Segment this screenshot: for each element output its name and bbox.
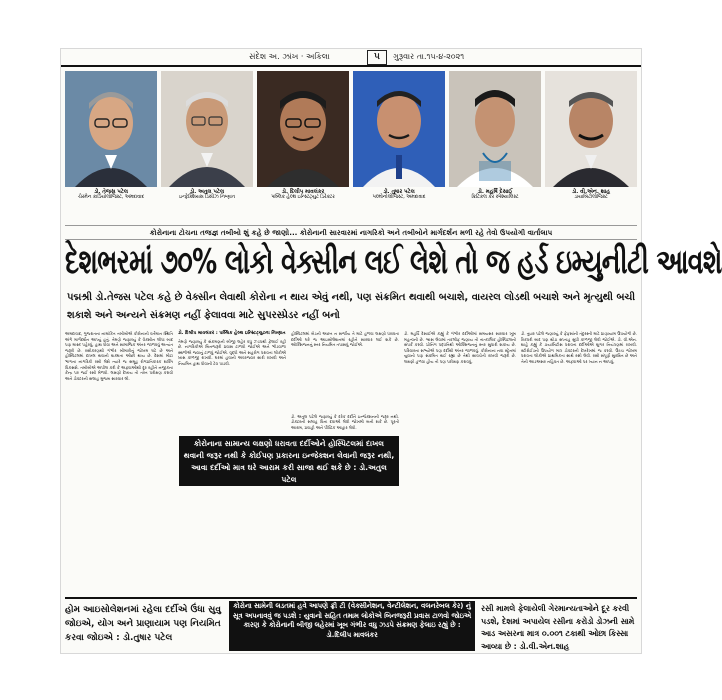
article-paragraph: ડો. તુષાર પટેલે જણાવ્યું કે ફેફસાંની તંદુરસ્તી માટે પ્રાણાયામ ઉપયોગી છે. રિકવરી બાદ પણ થોડા સપ્તાહ સુધી કાળજી લેવી જોઈએ. ડો. વી.એન. શાહે કહ્યું કે ડાયાબિટીસ ધરાવતા દર્દીઓએ શુગર નિયંત્રણમાં રાખવી. સ્ટીરોઈડનો ઉપયોગ માત્ર ડોક્ટરની દેખરેખમાં જ કરવો. ઉચ્ચ જોખમ ધરાવતા લોકોએ પ્રાથમિકતા સાથે રસી લેવી. રસી સંપૂર્ણ સુરક્ષિત છે અને તેની આડઅસર નહિવત છે. અફવાઓ પર ધ્યાન ન આપવું.	[521, 331, 637, 364]
kicker-line: કોરોનાના ટોચના તજજ્ઞ તબીબો શું કહે છે જાણો... કોરોનાની સારવારમાં નાગરિકો અને તબીબોને માર્ગદર્શન મળી રહે તેવો ઉપયોગી વાર્તાલાપ	[65, 225, 637, 240]
doctor-photo-strip	[65, 71, 637, 221]
article-paragraph: ડો. મહર્ષિ દેસાઈએ કહ્યું કે ગંભીર દર્દીઓમાં સમયસર સારવાર ખૂબ મહત્વની છે. શ્વાસ લેવામાં તકલીફ જણાય તો તાત્કાલિક હોસ્પિટલનો સંપર્ક કરવો. પ્રોનિંગ પદ્ધતિથી ઓક્સિજનનું સ્તર સુધારી શકાય છે. પરિવારના સભ્યોએ પણ દર્દીથી અંતર જાળવવું. કોરોનાના નવા સ્ટ્રેનમાં યુવાનો પણ સંક્રમિત થઈ રહ્યા છે તેથી સાવચેતી રાખવી જરૂરી છે. લક્ષણો હળવા હોય તો પણ પરીક્ષણ કરાવવું.	[404, 331, 516, 364]
masthead-edition: સંદેશ અ. ઝાંખ · અકિલા	[249, 52, 330, 61]
footer-quote-right: રસી મામલે ફેલાયેલી ગેરમાન્યતાઓને દૂર કરવી પડશે, દેશમાં અપાયેલ રસીના કરોડો ડોઝની સામે આડ અસરના માત્ર ૦.૦૦૧ ટકાથી ઓછા કિસ્સા આવ્યા છે : ડો.વી.એન.શાહ	[481, 604, 635, 651]
footer-quote-left: હોમ આઇસોલેશનમાં રહેલા દર્દીએ ઉંધા સુવુ જોઇએ, યોગ અને પ્રાણાયામ પણ નિયમિત કરવા જોઇએ : ડો.તુષાર પટેલ	[65, 605, 221, 643]
doctor-card	[161, 71, 253, 221]
doctor-card	[257, 71, 349, 221]
doctor-title: પબ્લિક હેલ્થ ઇન્સ્ટિટ્યુટ ડિરેક્ટર	[271, 195, 335, 201]
article-paragraph: તેમણે જણાવ્યું કે સંક્રમણની બીજી લહેર વધુ ઝડપથી ફેલાઈ રહી છે. નાગરિકોએ બિનજરૂરી પ્રવાસ ટાળવો જોઈએ અને ભીડવાળા સ્થળોએ જવાનું ટાળવું જોઈએ. વૃદ્ધો અને સહરોગ ધરાવતા લોકોએ ખાસ કાળજી રાખવી. ઘરમાં હવાની અવરજવર સારી રાખવી અને નિયમિત હાથ ધોવાની ટેવ પાડવી.	[178, 338, 286, 366]
doctor-card	[449, 71, 541, 221]
column-subhead: ડો. દિલીપ માવલંકર : પબ્લિક હેલ્થ ઇન્સ્ટિટ્યુટના નિષ્ણાત	[178, 331, 286, 336]
doctor-photo	[161, 71, 253, 187]
article-paragraph: ડો. અતુલ પટેલે જણાવ્યું કે દરેક દર્દીને ઇન્જેક્શનની જરૂર નથી. ડોક્ટરની સલાહ વિના દવાઓ લેવી જોખમી બની શકે છે. પૂરતો આરામ, પ્રવાહી અને પૌષ્ટિક આહાર લેવો.	[291, 413, 399, 430]
doctor-name: ડો. મહર્ષિ દેસાઈ	[477, 189, 513, 195]
doctor-photo	[449, 71, 541, 187]
doctor-title: ક્રિટિકલ કેર સ્પેશ્યાલિસ્ટ	[471, 195, 519, 201]
doctor-photo	[353, 71, 445, 187]
deck-subheadline: પદ્મશ્રી ડો.તેજસ પટેલ કહે છે વેક્સીન લેવાથી કોરોના ન થાય એવું નથી, પણ સંક્રમિત થવાથી બચાશે, વાયરલ લોડથી બચાશે અને મૃત્યુથી બચી શકાશે અને અન્યને સંક્રમણ નહીં ફેલાવવા માટે સુપરસ્પ્રેડર નહીં બનો	[67, 292, 635, 321]
doctor-name: ડો. તુષાર પટેલ	[383, 189, 415, 195]
doctor-name: ડો. વી.એન. શાહ	[571, 189, 611, 195]
article-paragraph: અમદાવાદ, ગુજરાતના નામાંકિત તબીબોએ કોરોનાની વર્તમાન સ્થિતિ અંગે માર્ગદર્શન આપ્યું હતું. તેમણે જણાવ્યું કે વેક્સીન લીધા બાદ પણ માસ્ક પહેરવું, હાથ ધોવા અને સામાજિક અંતર જાળવવું અત્યંત જરૂરી છે. રસીકરણથી ગંભીર બીમારીનું જોખમ ઘટે છે અને હોસ્પિટલમાં દાખલ થવાની શક્યતા ઓછી થાય છે. દેશમાં મોટા ભાગના નાગરિકો રસી લેશે ત્યારે જ સમૂહ રોગપ્રતિકારક શક્તિ વિકસશે. તબીબોએ અપીલ કરી કે અફવાઓથી દૂર રહીને નજીકના કેન્દ્ર પર જઈ રસી મેળવો. લક્ષણો દેખાય તો તરત પરીક્ષણ કરાવો અને ડોક્ટરની સલાહ મુજબ સારવાર લો.	[65, 331, 173, 381]
doctor-card	[65, 71, 157, 221]
doctor-name: ડો. તેજસ પટેલ	[94, 189, 128, 195]
doctor-photo	[545, 71, 637, 187]
article-column-5	[521, 331, 637, 593]
doctor-title: પલ્મોનોલોજિસ્ટ, અમદાવાદ	[372, 195, 426, 201]
pull-quote-box: કોરોનાના સામાન્ય લક્ષણો ધરાવતા દર્દીઓને હોસ્પિટલમાં દાખલ થવાની જરૂર નથી કે કોઈપણ પ્રકારના ઇન્જેક્શન લેવાની જરૂર નથી, આવા દર્દીઓ માત્ર ઘરે આરામ કરી સાજા થઈ શકે છે : ડો.અતુલ પટેલ	[179, 436, 399, 486]
doctor-photo	[257, 71, 349, 187]
masthead-date: ગુરૂવાર તા.૧૫-૪-૨૦૨૧	[393, 52, 465, 61]
doctor-name: ડો. દિલીપ માવલંકર	[281, 189, 325, 195]
article-column-1	[65, 331, 173, 593]
doctor-title: ડાયાબિટોલોજિસ્ટ	[574, 195, 608, 201]
page-number: ૫	[367, 50, 387, 65]
newspaper-page	[60, 48, 722, 654]
footer-highlights	[65, 597, 637, 653]
footer-quote-center: કોરોના સામેની લડતમાં હવે આપણે ફ્રી ટી (વેક્સીનેશન, વેન્ટીલેશન, વલનરેબલ કેર) નું સૂત્ર અપનાવવું જ પડશે : યુવાનો સહિત તમામ લોકોએ બિનજરૂરી પ્રવાસ ટાળવો જોઇએ કારણ કે કોરોનાની બીજી લહેરમાં ખૂબ ગંભીર વધુ ઝડપે સંક્રમણ ફેલાઇ રહ્યું છે : ડો.દિલીપ માવલંકર	[229, 601, 475, 651]
doctor-card	[545, 71, 637, 221]
doctor-title: ઇન્ફેક્શિયસ ડિસીઝ નિષ્ણાત	[179, 195, 235, 201]
doctor-card	[353, 71, 445, 221]
masthead	[61, 49, 641, 67]
main-headline: દેશભરમાં ૭૦% લોકો વેક્સીન લઈ લેશે તો જ હર્ડ ઇમ્યુનીટી આવશે	[65, 241, 722, 281]
doctor-name: ડો. અતુલ પટેલ	[189, 189, 225, 195]
article-column-4	[404, 331, 516, 593]
doctor-photo	[65, 71, 157, 187]
article-body	[65, 331, 637, 593]
doctor-title: ચેરમેન કાર્ડિયોલોજિસ્ટ, અમદાવાદ	[77, 195, 145, 201]
article-paragraph: હોસ્પિટલમાં બેડની અછત ન સર્જાય તે માટે હળવા લક્ષણો ધરાવતા દર્દીઓ ઘરે જ આઇસોલેશનમાં રહીને સારવાર લઈ શકે છે. ઓક્સિજનનું સ્તર નિયમિત તપાસવું જોઈએ.	[291, 331, 399, 348]
